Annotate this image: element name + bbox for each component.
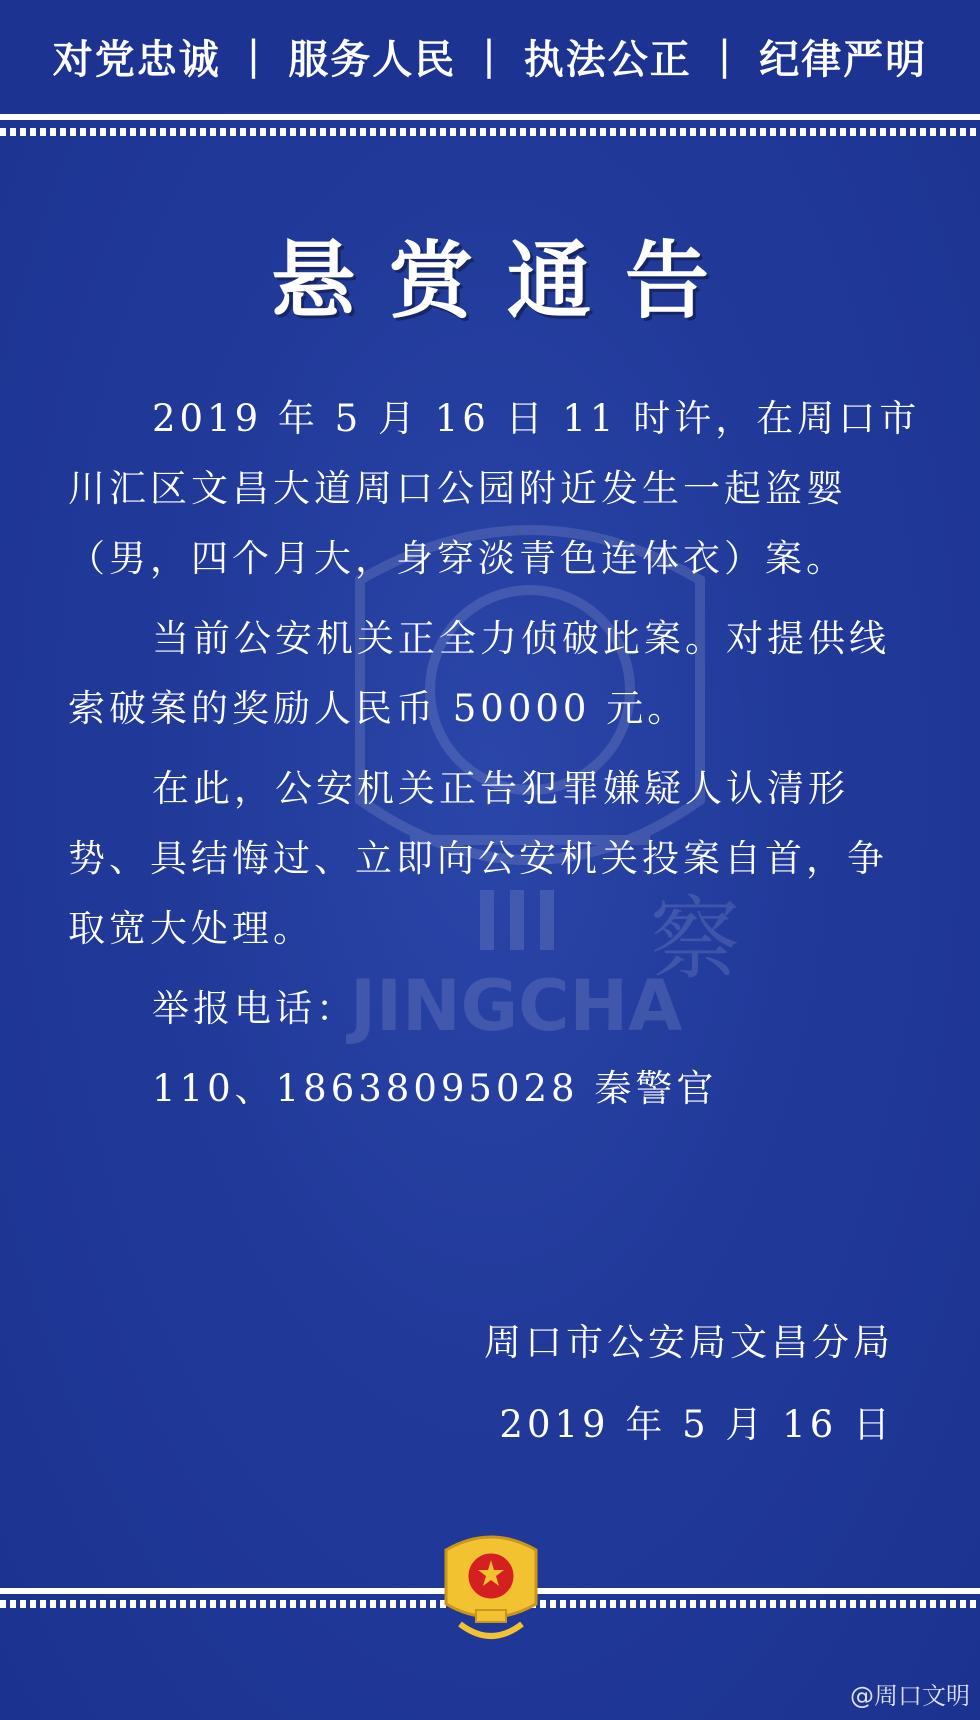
weibo-watermark: @周口文明 xyxy=(850,1682,970,1710)
notice-paragraph-warning: 在此，公安机关正告犯罪嫌疑人认清形势、具结悔过、立即向公安机关投案自首，争取宽大处理。 xyxy=(68,767,888,950)
notice-body xyxy=(68,384,928,1134)
watermark-char: 察 xyxy=(650,887,740,992)
slogan-fair-law: 执法公正 xyxy=(523,36,692,83)
signature-block xyxy=(484,1302,894,1466)
report-phone-label: 举报电话： xyxy=(152,987,357,1030)
header-divider-solid xyxy=(0,114,980,120)
police-emblem-icon xyxy=(440,1530,542,1648)
slogan-bar xyxy=(0,0,980,112)
watermark-text: JINGCHA xyxy=(350,965,683,1047)
header-divider-dotted xyxy=(0,128,980,136)
slogan-discipline: 纪律严明 xyxy=(759,36,928,83)
issue-date: 2019 年 5 月 16 日 xyxy=(499,1403,894,1446)
slogan-separator: | xyxy=(717,33,734,79)
slogan-separator: | xyxy=(482,33,498,79)
slogan-separator: | xyxy=(246,33,263,79)
notice-paragraph-incident: 2019 年 5 月 16 日 11 时许，在周口市川汇区文昌大道周口公园附近发生一起盗婴（男，四个月大，身穿淡青色连体衣）案。 xyxy=(68,397,921,580)
report-phone-numbers: 110、18638095028 秦警官 xyxy=(152,1067,718,1110)
slogan-loyalty: 对党忠诚 xyxy=(52,36,221,83)
notice-paragraph-reward: 当前公安机关正全力侦破此案。对提供线索破案的奖励人民币 50000 元。 xyxy=(68,617,890,730)
notice-title: 悬赏通告 xyxy=(270,232,743,330)
issuer-name: 周口市公安局文昌分局 xyxy=(484,1321,894,1364)
slogan-serve-people: 服务人民 xyxy=(288,36,457,83)
